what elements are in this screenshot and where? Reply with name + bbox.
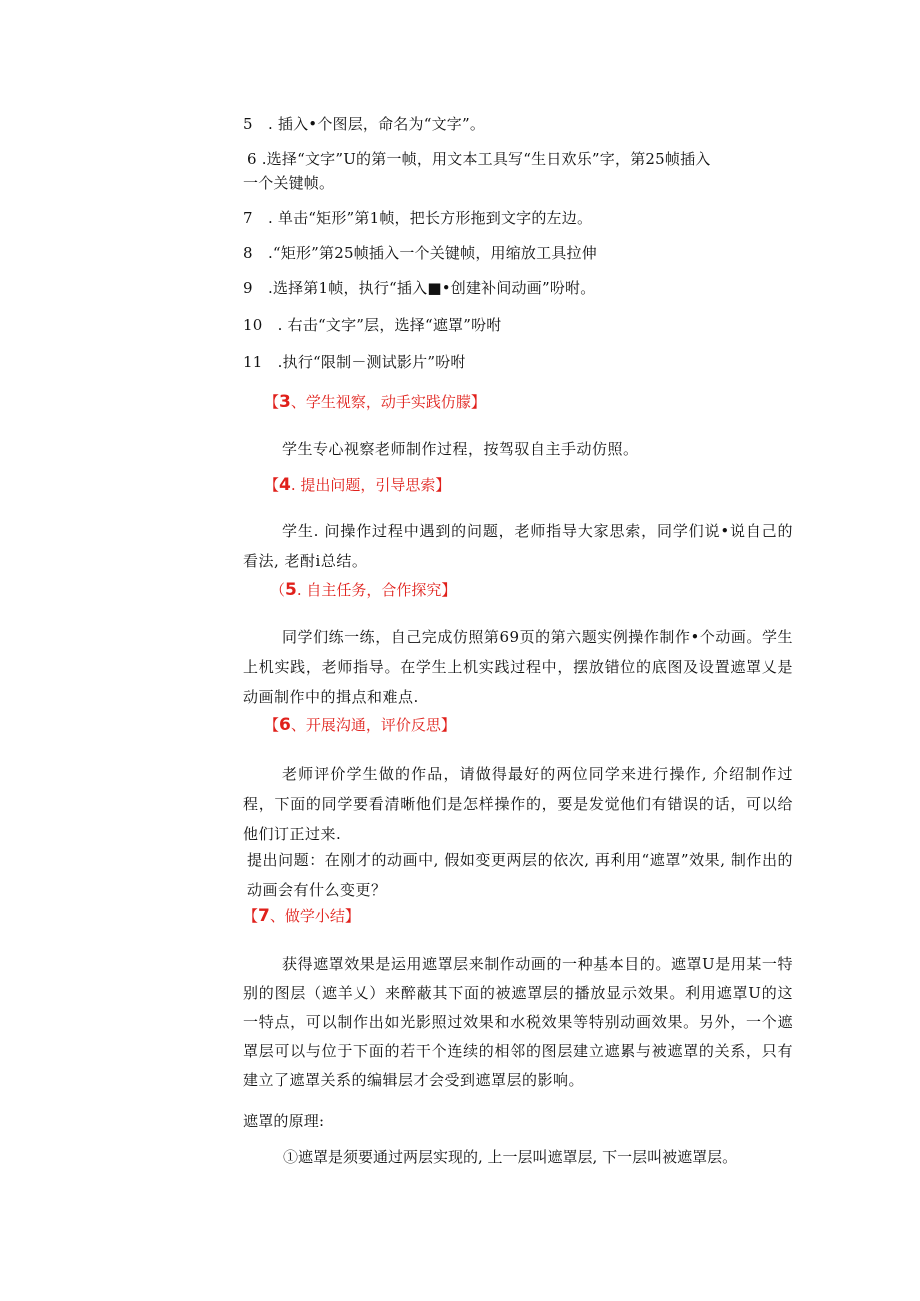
step-8: 8 .“矩形”第25帧插入一个关键帧，用缩放工具拉伸: [243, 244, 597, 262]
step-5: 5 . 插入•个图层，命名为“文字”。: [243, 115, 486, 133]
section-3-number: 3: [279, 392, 291, 412]
section-7-bracket: 【: [243, 907, 259, 925]
section-4-number: 4: [279, 475, 291, 495]
section-7-heading: [243, 905, 360, 927]
section-4-bracket: 【: [264, 476, 280, 494]
section-7-number: 7: [258, 906, 270, 926]
section-6-bracket: 【: [264, 716, 280, 734]
principle-title: 遮罩的原理:: [243, 1112, 325, 1130]
section-3-heading: [264, 391, 486, 413]
section-5-number: 5: [285, 580, 297, 600]
section-4-body: 学生. 问操作过程中遇到的问题，老师指导大家思索，同学们说•说自己的看法, 老酎i总结。: [243, 522, 793, 570]
step-11: 11 .执行“限制－测试影片”吩咐: [243, 353, 466, 371]
section-6-title: 、开展沟通，评价反思】: [290, 716, 456, 734]
section-4-title: . 提出问题，引导思索】: [290, 476, 451, 494]
section-5-body: 同学们练一练，自己完成仿照第69页的第六题实例操作制作•个动画。学生上机实践，老师指导。在学生上机实践过程中，摆放错位的底图及设置遮罩乂是动画制作中的揖点和难点.: [243, 628, 793, 706]
step-6-continued: 一个关键帧。: [243, 174, 335, 192]
section-3-bracket: 【: [264, 393, 280, 411]
section-3-body: 学生专心视察老师制作过程，按驾驭自主手动仿照。: [282, 440, 639, 458]
section-5-heading: [270, 579, 456, 601]
section-7-body: 获得遮罩效果是运用遮罩层来制作动画的一种基本目的。遮罩U是用某一特别的图层（遮羊乂）来醉蔽其下面的被遮罩层的播放显示效果。利用遮罩U的这一特点，可以制作出如光影照过效果和水税效果等特别动画效果。另外，一个遮罩层可以与位于下面的若干个连续的相邻的图层建立遮累与被遮罩的关系，只有建立了遮罩关系的编辑层才会受到遮罩层的影响。: [243, 955, 793, 1089]
section-5-title: . 自主任务，合作探究】: [296, 581, 457, 599]
section-3-title: 、学生视察，动手实践仿朦】: [290, 393, 486, 411]
section-6-heading: [264, 714, 456, 736]
section-6-question: 提出问题：在刚才的动画中, 假如变更两层的依次, 再利用“遮罩”效果, 制作出的动画会有什么变更？: [247, 851, 793, 899]
section-6-number: 6: [279, 715, 291, 735]
step-7: 7 . 单击“矩形”第1帧，把长方形拖到文字的左边。: [243, 209, 593, 227]
step-6: 6 .选择“文字”U的第一帧，用文本工具写“生日欢乐”字，第25帧插入: [247, 150, 711, 168]
section-4-heading: [264, 474, 450, 496]
section-7-title: 、做学小结】: [269, 907, 360, 925]
section-6-body: 老师评价学生做的作品，请做得最好的两位同学来进行操作, 介绍制作过程，下面的同学要看清晰他们是怎样操作的，要是发觉他们有错误的话，可以给他们订正过来.: [243, 765, 793, 843]
section-5-bracket: （: [270, 581, 286, 599]
step-10: 10 . 右击“文字”层，选择“遮罩”吩咐: [243, 316, 502, 334]
step-9: 9 .选择第1帧，执行“插入■•创建补间动画”吩咐。: [243, 279, 596, 297]
principle-item-1: ①遮罩是须要通过两层实现的, 上一层叫遮罩层, 下一层叫被遮罩层。: [283, 1148, 738, 1166]
